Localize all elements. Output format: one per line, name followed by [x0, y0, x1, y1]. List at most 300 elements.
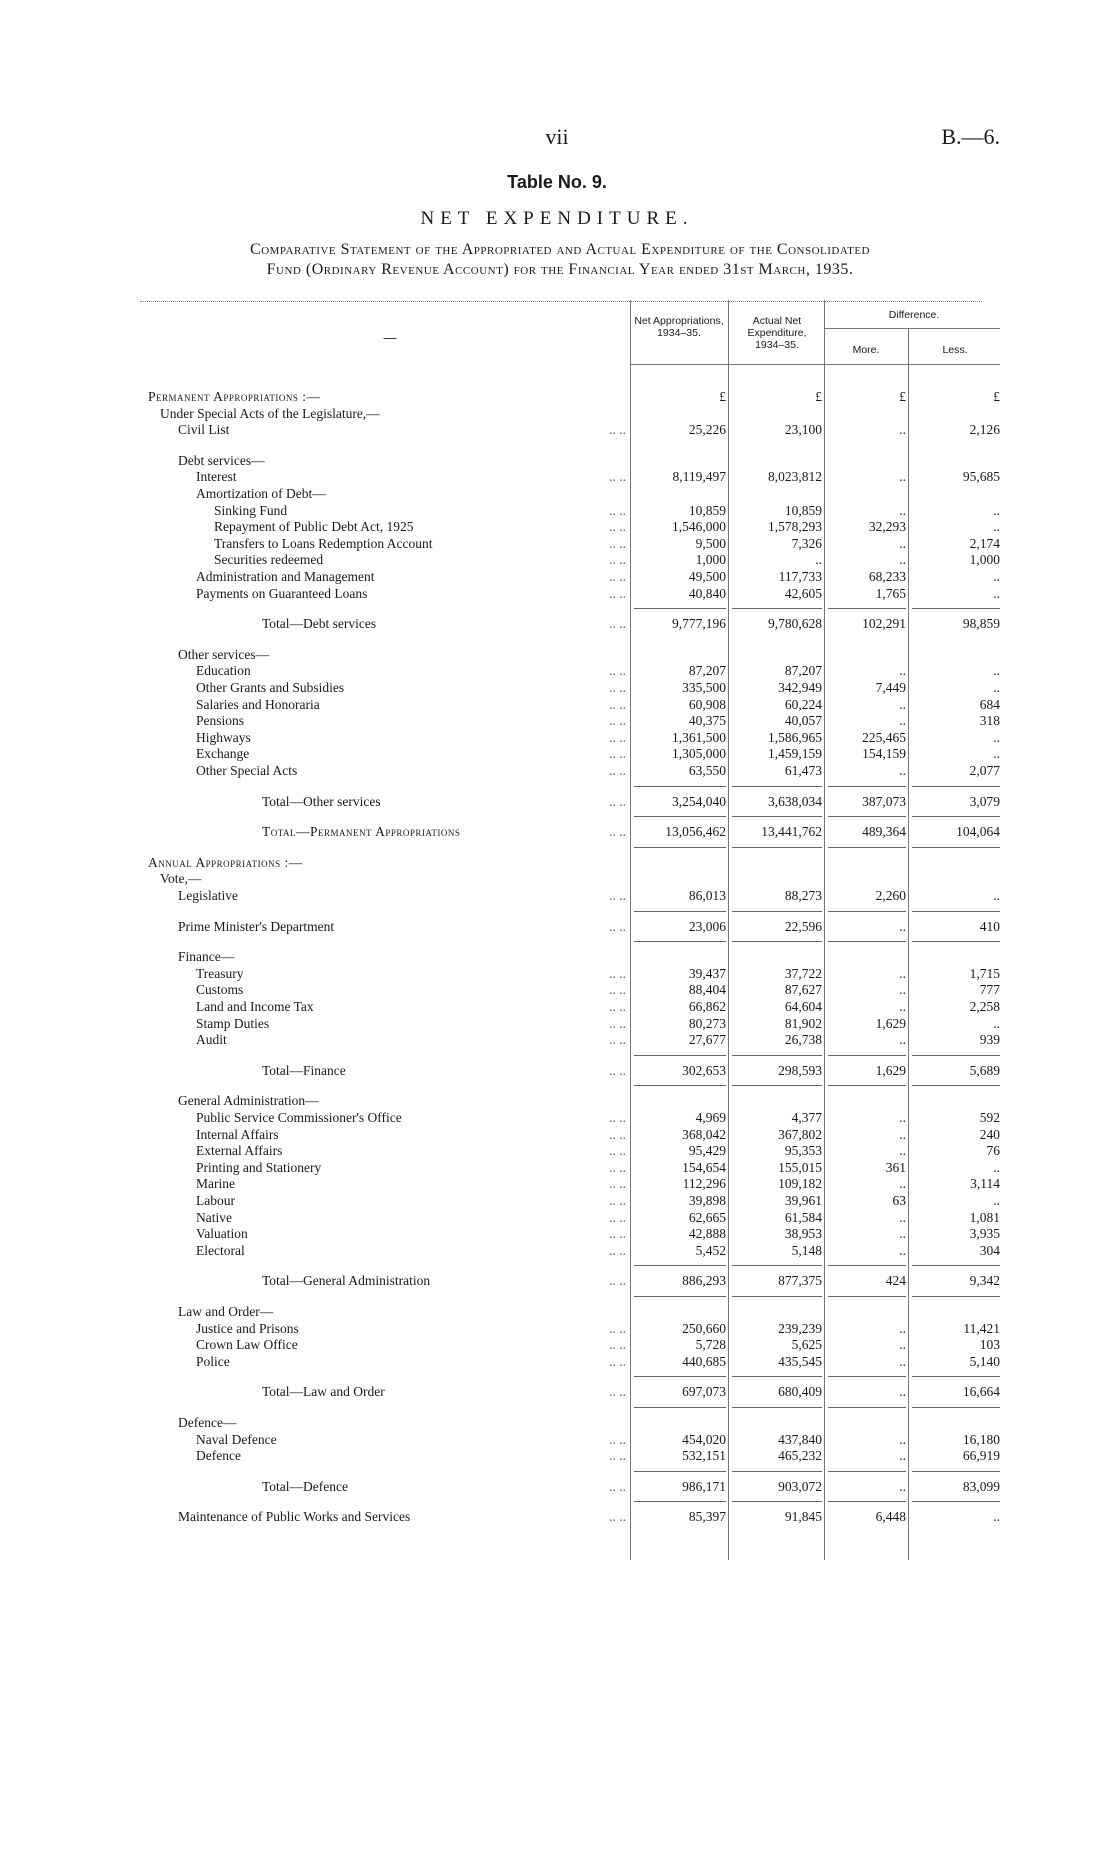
table-row: [0, 1092, 1114, 1109]
row-label: Audit: [196, 1032, 227, 1048]
leader-dots: .. ..: [609, 1478, 626, 1494]
row-label: Total—Defence: [262, 1478, 349, 1494]
row-rule: [634, 1471, 726, 1472]
table-row: [0, 1431, 1114, 1448]
row-label: Interest: [196, 469, 237, 485]
net-appropriation-value: 63,550: [688, 763, 726, 778]
net-appropriation-value: 250,660: [682, 1320, 726, 1336]
row-rule: [912, 816, 1000, 817]
actual-expenditure-value: 155,015: [778, 1159, 822, 1175]
table-row: [0, 662, 1114, 679]
difference-less-value: 2,174: [969, 535, 1000, 551]
difference-more-value: ..: [899, 1143, 906, 1159]
col-head-blank: —: [383, 330, 397, 345]
difference-more-value: 1,629: [875, 1015, 906, 1031]
actual-expenditure-value: 37,722: [784, 965, 822, 981]
difference-less-value: ..: [993, 680, 1000, 695]
row-label: Public Service Commissioner's Office: [196, 1110, 402, 1125]
row-rule: [732, 847, 822, 848]
difference-more-value: ..: [899, 713, 906, 729]
net-appropriation-value: 9,500: [695, 535, 726, 551]
row-rule: [634, 608, 726, 609]
table-row: [0, 1303, 1114, 1320]
net-appropriation-value: 25,226: [688, 422, 726, 438]
actual-expenditure-value: 95,353: [784, 1143, 822, 1159]
row-rule: [912, 786, 1000, 787]
actual-expenditure-value: 4,377: [791, 1110, 822, 1125]
difference-less-value: 1,000: [969, 552, 1000, 568]
difference-more-value: ..: [899, 502, 906, 518]
difference-less-value: 16,664: [962, 1384, 1000, 1400]
difference-more-value: ..: [899, 663, 906, 679]
difference-less-value: 939: [979, 1032, 1000, 1048]
actual-expenditure-value: 23,100: [784, 422, 822, 438]
difference-more-value: £: [899, 389, 906, 404]
table-row: [0, 568, 1114, 585]
row-rule: [828, 608, 906, 609]
net-appropriation-value: 532,151: [682, 1448, 726, 1464]
difference-less-value: 9,342: [969, 1273, 1000, 1289]
document-reference: B.—6.: [941, 124, 1000, 149]
row-rule: [634, 941, 726, 942]
row-label: Police: [196, 1353, 230, 1369]
col-head-difference: Difference.: [888, 309, 940, 321]
row-label: Internal Affairs: [196, 1126, 279, 1142]
table-row: [0, 712, 1114, 729]
leader-dots: .. ..: [609, 746, 626, 762]
table-row: [0, 1272, 1114, 1289]
actual-expenditure-value: 342,949: [778, 680, 822, 695]
row-rule: [732, 911, 822, 912]
row-label: Naval Defence: [196, 1431, 277, 1447]
net-appropriation-value: 697,073: [682, 1384, 726, 1400]
row-rule: [828, 1376, 906, 1377]
difference-more-value: 424: [885, 1273, 906, 1289]
row-rule: [828, 1407, 906, 1408]
table-row: [0, 1414, 1114, 1431]
actual-expenditure-value: 40,057: [784, 713, 822, 729]
row-rule: [828, 1501, 906, 1502]
row-label: Repayment of Public Debt Act, 1925: [214, 519, 414, 535]
difference-more-value: ..: [899, 469, 906, 485]
row-rule: [828, 786, 906, 787]
difference-more-value: 32,293: [868, 519, 906, 535]
difference-more-value: 154,159: [862, 746, 906, 762]
difference-less-value: 3,079: [969, 793, 1000, 809]
actual-expenditure-value: 1,578,293: [768, 519, 822, 535]
row-rule: [828, 1265, 906, 1266]
actual-expenditure-value: 61,584: [784, 1209, 822, 1225]
difference-more-value: ..: [899, 1242, 906, 1258]
table-row: [0, 870, 1114, 887]
difference-less-value: 95,685: [962, 469, 1000, 485]
row-label: Land and Income Tax: [196, 999, 314, 1014]
row-rule: [828, 847, 906, 848]
net-appropriation-value: 42,888: [688, 1226, 726, 1242]
row-rule: [912, 1501, 1000, 1502]
row-label: Valuation: [196, 1226, 248, 1242]
table-title: NET EXPENDITURE.: [420, 208, 694, 229]
net-appropriation-value: 9,777,196: [672, 616, 726, 632]
difference-less-value: 592: [979, 1110, 1000, 1125]
leader-dots: .. ..: [609, 680, 626, 695]
row-rule: [732, 608, 822, 609]
row-label: Finance—: [178, 949, 235, 965]
leader-dots: .. ..: [609, 616, 626, 632]
actual-expenditure-value: 91,845: [784, 1509, 822, 1525]
row-rule: [912, 1296, 1000, 1297]
row-rule: [912, 847, 1000, 848]
subtitle-line-2: Fund (Ordinary Revenue Account) for the Financial Year ended 31st March, 1935.: [266, 261, 854, 278]
table-row: [0, 1062, 1114, 1079]
leader-dots: .. ..: [609, 1032, 626, 1048]
row-label: Civil List: [178, 422, 230, 438]
table-row: [0, 585, 1114, 602]
leader-dots: .. ..: [609, 793, 626, 809]
row-label: Customs: [196, 982, 244, 998]
difference-less-value: 1,715: [969, 965, 1000, 981]
difference-less-value: ..: [993, 746, 1000, 762]
actual-expenditure-value: 81,902: [784, 1015, 822, 1031]
leader-dots: .. ..: [609, 1226, 626, 1242]
difference-less-value: ..: [993, 1193, 1000, 1208]
row-rule: [634, 1296, 726, 1297]
net-appropriation-value: 39,898: [688, 1193, 726, 1208]
leader-dots: .. ..: [609, 1176, 626, 1192]
actual-expenditure-value: 9,780,628: [768, 616, 822, 632]
actual-expenditure-value: 877,375: [778, 1273, 822, 1289]
row-rule: [634, 1265, 726, 1266]
row-label: Maintenance of Public Works and Services: [178, 1509, 411, 1525]
row-rule: [634, 1407, 726, 1408]
leader-dots: .. ..: [609, 1320, 626, 1336]
difference-more-value: ..: [899, 1320, 906, 1336]
table-row: [0, 615, 1114, 632]
difference-more-value: ..: [899, 1431, 906, 1447]
difference-less-value: 684: [979, 696, 1000, 712]
row-rule: [912, 608, 1000, 609]
difference-more-value: ..: [899, 918, 906, 934]
row-rule: [634, 1376, 726, 1377]
row-rule: [634, 1501, 726, 1502]
table-row: [0, 551, 1114, 568]
actual-expenditure-value: 7,326: [791, 535, 822, 551]
table-row: [0, 1031, 1114, 1048]
row-label: Total—Other services: [262, 793, 381, 809]
leader-dots: .. ..: [609, 729, 626, 745]
leader-dots: .. ..: [609, 519, 626, 535]
difference-more-value: 102,291: [862, 616, 906, 632]
net-appropriation-value: 4,969: [695, 1110, 726, 1125]
net-appropriation-value: £: [719, 389, 726, 404]
difference-more-value: ..: [899, 1384, 906, 1400]
table-row: [0, 1192, 1114, 1209]
difference-less-value: 304: [979, 1242, 1000, 1258]
row-label: Total—Finance: [262, 1062, 346, 1078]
row-label: Education: [196, 663, 251, 679]
difference-more-value: 387,073: [862, 793, 906, 809]
row-label: Law and Order—: [178, 1304, 274, 1319]
table-row: [0, 1383, 1114, 1400]
header-bottom-rule: [630, 364, 1000, 365]
difference-more-value: 225,465: [862, 729, 906, 745]
net-appropriation-value: 335,500: [682, 680, 726, 695]
actual-expenditure-value: 38,953: [784, 1226, 822, 1242]
table-row: [0, 887, 1114, 904]
actual-expenditure-value: 465,232: [778, 1448, 822, 1464]
leader-dots: .. ..: [609, 1337, 626, 1353]
leader-dots: .. ..: [609, 1209, 626, 1225]
difference-less-value: £: [993, 389, 1000, 404]
col-head-actual-expenditure: Actual Net Expenditure, 1934–35.: [747, 315, 807, 351]
difference-less-value: 2,258: [969, 999, 1000, 1014]
row-rule: [732, 941, 822, 942]
table-row: [0, 468, 1114, 485]
leader-dots: .. ..: [609, 552, 626, 568]
difference-less-value: ..: [993, 663, 1000, 679]
row-rule: [828, 1471, 906, 1472]
net-appropriation-value: 440,685: [682, 1353, 726, 1369]
leader-dots: .. ..: [609, 999, 626, 1014]
actual-expenditure-value: 22,596: [784, 918, 822, 934]
difference-less-value: ..: [993, 519, 1000, 535]
table-row: [0, 981, 1114, 998]
actual-expenditure-value: 109,182: [778, 1176, 822, 1192]
row-label: Amortization of Debt—: [196, 486, 326, 501]
row-rule: [828, 1055, 906, 1056]
table-row: [0, 729, 1114, 746]
net-appropriation-value: 40,375: [688, 713, 726, 729]
leader-dots: .. ..: [609, 1384, 626, 1400]
table-row: [0, 696, 1114, 713]
subtitle-line-1: Comparative Statement of the Appropriated and Actual Expenditure of the Consolidated: [250, 241, 870, 258]
row-rule: [828, 1085, 906, 1086]
table-row: [0, 745, 1114, 762]
row-rule: [732, 1471, 822, 1472]
table-row: [0, 405, 1114, 422]
row-label: Other services—: [178, 646, 270, 662]
table-row: [0, 1142, 1114, 1159]
row-rule: [634, 1085, 726, 1086]
row-rule: [732, 1055, 822, 1056]
row-label: External Affairs: [196, 1143, 283, 1159]
difference-more-value: 2,260: [875, 888, 906, 903]
difference-more-value: 7,449: [875, 680, 906, 695]
actual-expenditure-value: 3,638,034: [768, 793, 822, 809]
table-row: [0, 485, 1114, 502]
row-rule: [828, 1296, 906, 1297]
net-appropriation-value: 1,305,000: [672, 746, 726, 762]
leader-dots: .. ..: [609, 824, 626, 840]
net-appropriation-value: 49,500: [688, 569, 726, 584]
leader-dots: .. ..: [609, 1353, 626, 1369]
row-rule: [732, 1085, 822, 1086]
row-label: Crown Law Office: [196, 1337, 298, 1353]
net-appropriation-value: 112,296: [682, 1176, 726, 1192]
row-label: Sinking Fund: [214, 502, 288, 518]
table-row: [0, 823, 1114, 840]
row-label: Defence: [196, 1448, 241, 1464]
row-label: Securities redeemed: [214, 552, 324, 568]
row-rule: [912, 1407, 1000, 1408]
leader-dots: .. ..: [609, 1062, 626, 1078]
actual-expenditure-value: 1,459,159: [768, 746, 822, 762]
table-row: [0, 1109, 1114, 1126]
difference-less-value: 103: [979, 1337, 1000, 1353]
header-rule: [140, 301, 982, 302]
row-label: General Administration—: [178, 1093, 319, 1109]
row-label: Legislative: [178, 888, 238, 903]
actual-expenditure-value: £: [815, 389, 822, 404]
leader-dots: .. ..: [609, 1448, 626, 1464]
leader-dots: .. ..: [609, 965, 626, 981]
difference-less-value: 66,919: [962, 1448, 1000, 1464]
net-appropriation-value: 368,042: [682, 1126, 726, 1142]
difference-less-value: 2,126: [969, 422, 1000, 438]
actual-expenditure-value: 26,738: [784, 1032, 822, 1048]
leader-dots: .. ..: [609, 535, 626, 551]
leader-dots: .. ..: [609, 502, 626, 518]
difference-more-value: ..: [899, 1478, 906, 1494]
net-appropriation-value: 95,429: [688, 1143, 726, 1159]
row-rule: [634, 1055, 726, 1056]
row-rule: [732, 1265, 822, 1266]
net-appropriation-value: 39,437: [688, 965, 726, 981]
leader-dots: .. ..: [609, 1110, 626, 1125]
net-appropriation-value: 85,397: [688, 1509, 726, 1525]
actual-expenditure-value: 87,627: [784, 982, 822, 998]
actual-expenditure-value: 88,273: [784, 888, 822, 903]
leader-dots: .. ..: [609, 1431, 626, 1447]
row-label: Prime Minister's Department: [178, 918, 335, 934]
leader-dots: .. ..: [609, 422, 626, 438]
table-row: [0, 793, 1114, 810]
col-head-less: Less.: [942, 344, 968, 356]
difference-more-value: 361: [885, 1159, 906, 1175]
row-label: Salaries and Honoraria: [196, 696, 320, 712]
row-rule: [912, 941, 1000, 942]
row-label: Total—Debt services: [262, 616, 377, 632]
difference-more-value: 1,765: [875, 585, 906, 601]
row-label: Other Special Acts: [196, 763, 298, 778]
net-appropriation-value: 454,020: [682, 1431, 726, 1447]
row-label: Pensions: [196, 713, 245, 729]
table-row: [0, 918, 1114, 935]
row-label: Total—Law and Order: [262, 1384, 385, 1400]
actual-expenditure-value: 5,148: [791, 1242, 822, 1258]
net-appropriation-value: 40,840: [688, 585, 726, 601]
difference-more-value: ..: [899, 696, 906, 712]
net-appropriation-value: 5,728: [695, 1337, 726, 1353]
row-label: Electoral: [196, 1242, 245, 1258]
difference-more-value: 6,448: [875, 1509, 906, 1525]
row-rule: [828, 816, 906, 817]
net-appropriation-value: 10,859: [688, 502, 726, 518]
net-appropriation-value: 13,056,462: [665, 824, 726, 840]
difference-less-value: ..: [993, 888, 1000, 903]
difference-less-value: ..: [993, 502, 1000, 518]
difference-less-value: ..: [993, 729, 1000, 745]
row-rule: [732, 1376, 822, 1377]
leader-dots: .. ..: [609, 763, 626, 778]
difference-rule: [824, 328, 1000, 329]
difference-more-value: ..: [899, 982, 906, 998]
leader-dots: .. ..: [609, 982, 626, 998]
actual-expenditure-value: 87,207: [784, 663, 822, 679]
actual-expenditure-value: 64,604: [784, 999, 822, 1014]
leader-dots: .. ..: [609, 918, 626, 934]
difference-more-value: ..: [899, 1226, 906, 1242]
difference-less-value: 3,114: [970, 1176, 1000, 1192]
difference-less-value: 318: [979, 713, 1000, 729]
difference-less-value: 1,081: [969, 1209, 1000, 1225]
difference-more-value: 63: [892, 1193, 906, 1208]
table-row: [0, 388, 1114, 405]
net-appropriation-value: 1,000: [695, 552, 726, 568]
difference-less-value: 83,099: [962, 1478, 1000, 1494]
row-rule: [634, 786, 726, 787]
row-rule: [732, 816, 822, 817]
leader-dots: .. ..: [609, 1126, 626, 1142]
net-appropriation-value: 302,653: [682, 1062, 726, 1078]
row-label: Labour: [196, 1193, 235, 1208]
actual-expenditure-value: 239,239: [778, 1320, 822, 1336]
leader-dots: .. ..: [609, 1159, 626, 1175]
actual-expenditure-value: 61,473: [784, 763, 822, 778]
difference-more-value: ..: [899, 1448, 906, 1464]
difference-less-value: ..: [993, 1015, 1000, 1031]
net-appropriation-value: 886,293: [682, 1273, 726, 1289]
actual-expenditure-value: 435,545: [778, 1353, 822, 1369]
row-label: Justice and Prisons: [196, 1320, 299, 1336]
difference-less-value: 98,859: [962, 616, 1000, 632]
table-row: [0, 1336, 1114, 1353]
leader-dots: .. ..: [609, 1242, 626, 1258]
leader-dots: .. ..: [609, 1193, 626, 1208]
row-label: Under Special Acts of the Legislature,—: [160, 405, 380, 421]
table-row: [0, 1508, 1114, 1525]
row-label: Highways: [196, 729, 251, 745]
leader-dots: .. ..: [609, 713, 626, 729]
leader-dots: .. ..: [609, 663, 626, 679]
difference-less-value: 16,180: [962, 1431, 1000, 1447]
row-label: Total—General Administration: [262, 1273, 431, 1289]
difference-less-value: 5,689: [969, 1062, 1000, 1078]
difference-more-value: ..: [899, 552, 906, 568]
row-label: Marine: [196, 1176, 235, 1192]
table-row: [0, 762, 1114, 779]
actual-expenditure-value: 437,840: [778, 1431, 822, 1447]
actual-expenditure-value: 8,023,812: [768, 469, 822, 485]
page-number: vii: [545, 124, 569, 149]
table-row: [0, 1353, 1114, 1370]
difference-less-value: ..: [993, 1509, 1000, 1525]
row-rule: [732, 1296, 822, 1297]
net-appropriation-value: 5,452: [695, 1242, 726, 1258]
actual-expenditure-value: 5,625: [791, 1337, 822, 1353]
table-row: [0, 998, 1114, 1015]
actual-expenditure-value: 298,593: [778, 1062, 822, 1078]
difference-more-value: 489,364: [862, 824, 906, 840]
table-row: [0, 502, 1114, 519]
row-rule: [828, 911, 906, 912]
difference-more-value: ..: [899, 1337, 906, 1353]
actual-expenditure-value: 903,072: [778, 1478, 822, 1494]
leader-dots: .. ..: [609, 1273, 626, 1289]
actual-expenditure-value: ..: [815, 552, 822, 568]
table-row: [0, 518, 1114, 535]
table-row: [0, 1209, 1114, 1226]
